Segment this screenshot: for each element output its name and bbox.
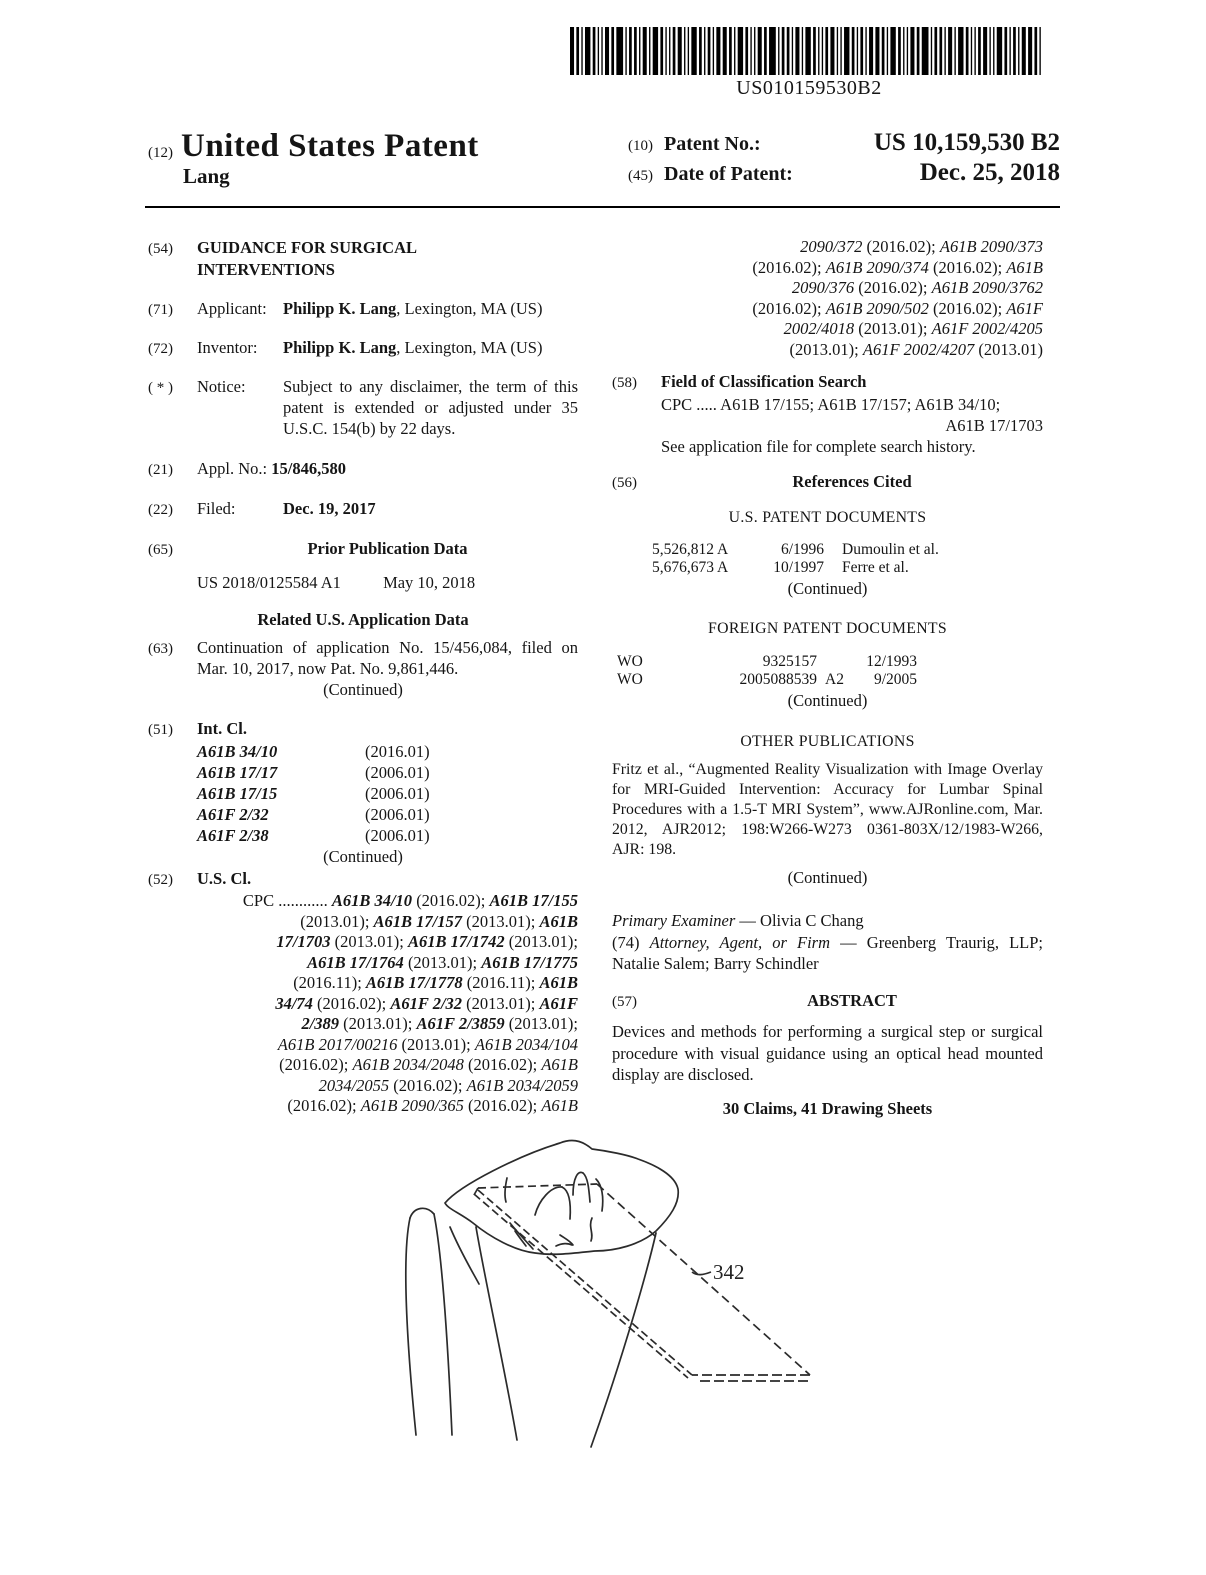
fibula-branch xyxy=(450,1227,479,1284)
fibula-inner xyxy=(434,1214,452,1435)
ref-date: 6/1996 xyxy=(780,541,824,558)
ref-name: Dumoulin et al. xyxy=(842,541,939,558)
continuation-field: (63) Continuation of application No. 15/456,084, filed on Mar. 10, 2017, now Pat. No. 9,861,446. xyxy=(148,638,578,678)
date-of-patent: Dec. 25, 2018 xyxy=(919,159,1060,186)
appl-no-field: (21) Appl. No.: 15/846,580 xyxy=(148,459,346,478)
ref-date: 9/2005 xyxy=(873,671,917,688)
patent-number: US 10,159,530 B2 xyxy=(873,129,1060,156)
claims-drawing-sheets-line: 30 Claims, 41 Drawing Sheets xyxy=(722,1098,933,1118)
publication-number: US 2018/0125584 A1 xyxy=(197,573,341,592)
references-cited-section: (56) References Cited xyxy=(612,471,1043,494)
foreign-patent-documents-rows xyxy=(612,653,1043,689)
int-cl-section: (51) Int. Cl. xyxy=(148,719,247,738)
primary-examiner-line: Primary Examiner — Olivia C Chang xyxy=(612,911,864,930)
tibia-shaft-right xyxy=(591,1233,656,1447)
foreign-ref-row xyxy=(617,671,1043,689)
us-patent-documents-heading: U.S. PATENT DOCUMENTS xyxy=(728,509,927,526)
figure-drawing xyxy=(380,1115,830,1475)
appl-no-value: 15/846,580 xyxy=(271,459,346,478)
ref-name: Ferre et al. xyxy=(842,559,909,576)
foreign-patent-documents-heading: FOREIGN PATENT DOCUMENTS xyxy=(708,620,947,637)
related-continued: (Continued) xyxy=(323,680,403,699)
publication-date: May 10, 2018 xyxy=(383,573,476,592)
field-of-search-cpc-cont: A61B 17/1703 xyxy=(945,416,1043,435)
other-publications-heading: OTHER PUBLICATIONS xyxy=(740,733,915,750)
document-header xyxy=(148,128,1060,192)
header-divider xyxy=(145,206,1060,208)
abstract-heading: ABSTRACT xyxy=(807,991,897,1010)
us-cl-section: (52) U.S. Cl. xyxy=(148,869,252,888)
barcode-bars-icon xyxy=(570,27,1048,75)
field-of-search-heading: Field of Classification Search xyxy=(661,372,867,391)
inventor-name: Philipp K. Lang xyxy=(283,338,397,357)
ref-number: 5,526,812 A xyxy=(652,541,729,558)
int-cl-continued: (Continued) xyxy=(323,847,403,866)
tibia-resection-figure xyxy=(380,1115,830,1475)
foreign-ref-row xyxy=(617,653,1043,671)
filed-field: (22) Filed: Dec. 19, 2017 xyxy=(148,499,376,518)
inventor-field: (72) Inventor: Philipp K. Lang, Lexington, MA (US) xyxy=(148,338,543,357)
appl-no-label: Appl. No.: xyxy=(197,459,268,478)
header-right xyxy=(628,128,1060,192)
code-45: (45) xyxy=(628,168,653,184)
foreign-refs-continued: (Continued) xyxy=(787,691,868,710)
abstract-text: Devices and methods for performing a surgical step or surgical procedure with visual guidance using an optical head mounted display are disclosed. xyxy=(612,1022,1043,1084)
notice-field: ( * ) Notice: Subject to any disclaimer, the term of this patent is extended or adjusted under 35 U.S.C. 154(b) by 22 days. xyxy=(148,377,578,438)
notice-text: Subject to any disclaimer, the term of this patent is extended or adjusted under 35 U.S.C. 154(b) by 22 days. xyxy=(283,377,578,438)
prior-publication-entry xyxy=(197,572,578,593)
ref-country: WO xyxy=(617,653,643,670)
filed-label: Filed: xyxy=(197,499,236,518)
header-left xyxy=(148,128,479,192)
ref-kind xyxy=(817,653,855,671)
field-of-search-cpc: CPC ..... A61B 17/155; A61B 17/157; A61B 34/10; xyxy=(661,395,1001,414)
figure-ref-label: 342 xyxy=(713,1260,745,1284)
other-publications-text: Fritz et al., “Augmented Reality Visualization with Image Overlay for MRI-Guided Intervention: Accuracy for Lumbar Spinal Procedures with a 1.5-T MRI System”, www.AJRonline.com, Mar. 2012, AJR2012; 198:W266-W273 0361-803X/12/1983-W266, AJR: 198. xyxy=(612,761,1043,858)
inventor-surname: Lang xyxy=(183,164,230,188)
us-refs-continued: (Continued) xyxy=(787,579,868,598)
date-of-patent-label: Date of Patent: xyxy=(664,163,793,185)
code-10: (10) xyxy=(628,138,653,154)
cpc-continuation-lines: 2090/372 (2016.02); A61B 2090/373 (2016.02); A61B 2090/374 (2016.02); A61B 2090/376 (2016.02); A61B 2090/3762 (2016.02); A61B 2090/502 (2016.02); A61F 2002/4018 (2013.01); A61F 2002/4205 (2013.01); A61F 2002/4207 (2013.01) xyxy=(752,237,1043,359)
other-publications-continued: (Continued) xyxy=(787,868,868,887)
ref-number: 9325157 xyxy=(762,653,817,670)
kind-code-12: (12) xyxy=(148,145,173,161)
prior-publication-heading: Prior Publication Data xyxy=(307,539,468,558)
us-ref-row xyxy=(652,541,1043,559)
barcode-number: US010159530B2 xyxy=(736,77,882,99)
continuation-text: Continuation of application No. 15/456,084, filed on Mar. 10, 2017, now Pat. No. 9,861,446. xyxy=(197,638,578,678)
us-cl-heading: U.S. Cl. xyxy=(197,869,252,888)
us-cl-cpc-lines: CPC ............ A61B 34/10 (2016.02); A61B 17/155 (2013.01); A61B 17/157 (2013.01); A61B 17/1703 (2013.01); A61B 17/1742 (2013.01); A61B 17/1764 (2013.01); A61B 17/1775 (2016.11); A61B 17/1778 (2016.11); A61B 34/74 (2016.02); A61F 2/32 (2013.01); A61F 2/389 (2013.01); A61F 2/3859 (2013.01); A61B 2017/00216 (2013.01); A61B 2034/104 (2016.02); A61B 2034/2048 (2016.02); A61B 2034/2055 (2016.02); A61B 2034/2059 (2016.02); A61B 2090/365 (2016.02); A61B xyxy=(242,891,578,1115)
related-data-heading: Related U.S. Application Data xyxy=(257,610,469,629)
attorney-line: (74) Attorney, Agent, or Firm — Greenberg Traurig, LLP; Natalie Salem; Barry Schindler xyxy=(612,933,1044,973)
ref-date: 10/1997 xyxy=(773,559,824,576)
references-cited-heading: References Cited xyxy=(792,472,912,491)
int-cl-heading: Int. Cl. xyxy=(197,719,247,738)
fibula-head xyxy=(410,1208,434,1218)
us-ref-row xyxy=(652,559,1043,577)
field-of-search-note: See application file for complete search history. xyxy=(661,437,976,456)
barcode xyxy=(570,27,1048,99)
tibial-plateau-outline xyxy=(445,1141,678,1255)
inventor-label: Inventor: xyxy=(197,338,258,357)
right-column xyxy=(612,232,1043,1119)
invention-title-text: GUIDANCE FOR SURGICAL INTERVENTIONS xyxy=(197,238,417,279)
int-cl-entries: A61B 34/10 (2016.01) A61B 17/17 (2006.01) A61B 17/15 (2006.01) A61F 2/32 (2006.01) A61F 2/38 (2006.01) xyxy=(197,742,430,845)
ref-country: WO xyxy=(617,671,643,688)
tibia-shaft-left xyxy=(476,1227,517,1440)
applicant-name: Philipp K. Lang xyxy=(283,299,397,318)
notice-label: Notice: xyxy=(197,377,246,396)
prior-publication-section: (65) Prior Publication Data xyxy=(148,538,578,561)
invention-title: (54) GUIDANCE FOR SURGICAL INTERVENTIONS xyxy=(148,237,578,281)
field-of-search-section: (58) Field of Classification Search xyxy=(612,372,867,391)
page-title: United States Patent xyxy=(181,128,479,164)
filed-value: Dec. 19, 2017 xyxy=(283,499,376,518)
ref-date: 12/1993 xyxy=(866,653,917,670)
ref-number: 5,676,673 A xyxy=(652,559,729,576)
abstract-section: (57) ABSTRACT xyxy=(612,990,1043,1013)
fibula-outer xyxy=(406,1218,416,1435)
ref-kind: A2 xyxy=(825,671,844,688)
applicant-field: (71) Applicant: Philipp K. Lang, Lexington, MA (US) xyxy=(148,299,543,318)
applicant-label: Applicant: xyxy=(197,299,267,318)
ref-number: 2005088539 xyxy=(739,671,817,688)
us-patent-documents-rows xyxy=(612,541,1043,577)
resection-plane-dashed xyxy=(474,1184,810,1381)
left-column xyxy=(148,232,578,1117)
patent-no-label: Patent No.: xyxy=(664,133,761,155)
